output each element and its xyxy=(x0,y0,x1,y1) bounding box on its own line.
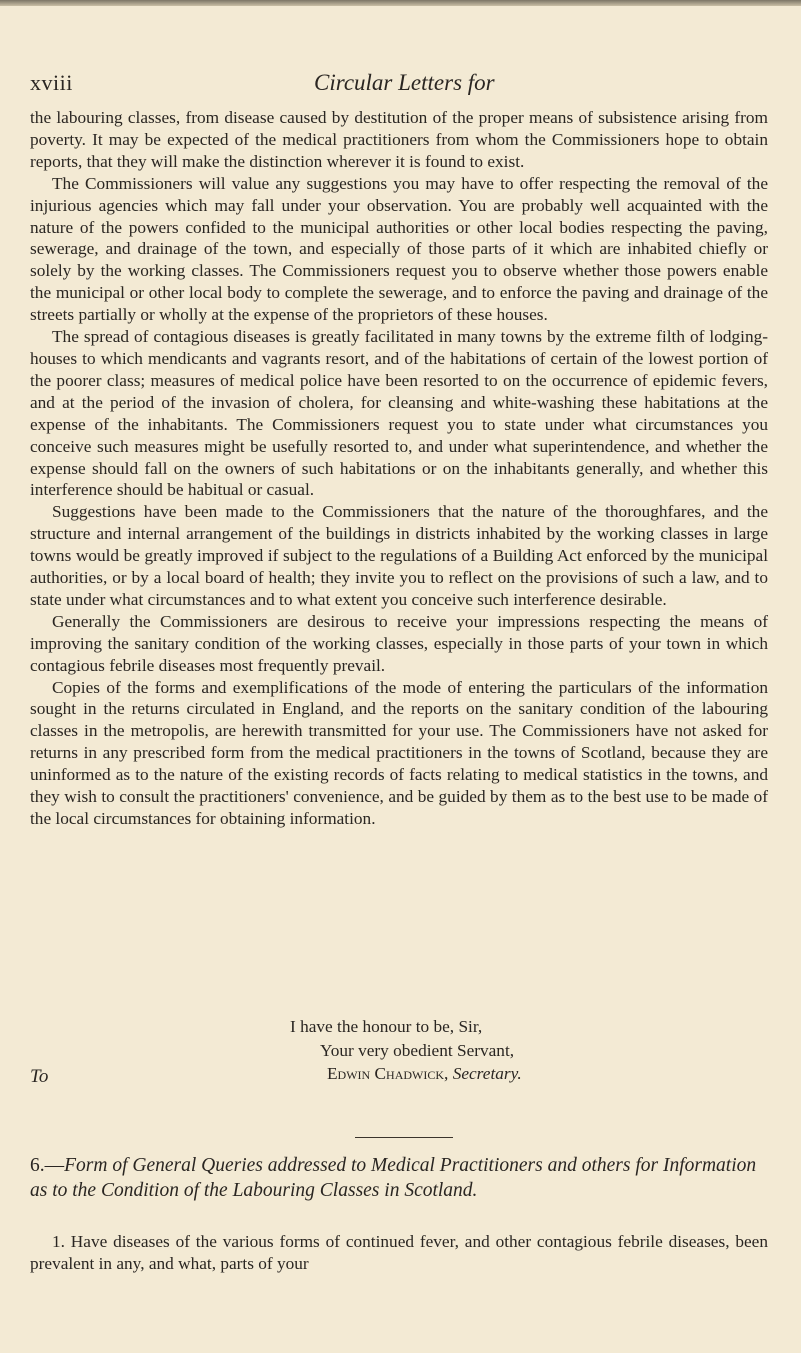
section-number: 6.— xyxy=(30,1155,65,1176)
page-header xyxy=(30,70,770,104)
paragraph-destitution: the labouring classes, from disease caused by destitution of the proper means of subsistence arising from poverty. It may be expected of the medical practitioners from whom the Commissioners hope to obtain reports, that they will make the distinction wherever it is found to exist. xyxy=(30,108,768,171)
section-title: Form of General Queries addressed to Medical Practitioners and others for Information as to the Condition of the Labouring Classes in Scotland. xyxy=(30,1155,757,1201)
paragraph-building-act: Suggestions have been made to the Commissioners that the nature of the thoroughfares, and the structure and internal arrangement of the buildings in districts inhabited by the working classes in large towns would be greatly improved if subject to the regulations of a Building Act enforced by the municipal authorities, or by a local board of health; they invite you to reflect on the provisions of such a law, and to state under what circumstances and to what extent you conceive such interference desirable. xyxy=(30,502,768,609)
question-1: 1. Have diseases of the various forms of continued fever, and other contagious febrile diseases, been prevalent in any, and what, parts of your xyxy=(30,1232,768,1273)
closing-servant-line: Your very obedient Servant, xyxy=(320,1041,515,1060)
page-number: xviii xyxy=(30,70,73,95)
section-heading xyxy=(30,1154,768,1203)
addressee-to: To xyxy=(30,1066,49,1087)
paragraph-contagious-diseases: The spread of contagious diseases is greatly facilitated in many towns by the extreme filth of lodging-houses to which mendicants and vagrants resort, and of the habitations of certain of the lowest portion of the poorer class; measures of medical police have been resorted to on the occurrence of epidemic fevers, and at the period of the invasion of cholera, for cleansing and white-washing these habitations at the expense of the inhabitants. The Commissioners request you to state under what circumstances you conceive such measures might be usefully resorted to, and under what superintendence, and whether the expense should fall on the owners of such habitations or on the inhabitants generally, and whether this interference should be habitual or casual. xyxy=(30,327,768,500)
paragraph-sanitary-condition: Generally the Commissioners are desirous to receive your impressions respecting the means of improving the sanitary condition of the working classes, especially in those parts of your town in which contagious febrile diseases most frequently prevail. xyxy=(30,611,768,675)
body-text xyxy=(30,107,768,830)
top-border-rule xyxy=(0,0,801,6)
running-title: Circular Letters for xyxy=(314,70,495,95)
signatory-name: Edwin Chadwick, xyxy=(327,1064,449,1083)
paragraph-copies-of-forms: Copies of the forms and exemplifications of the mode of entering the particulars of the information sought in the returns circulated in England, and the reports on the sanitary condition of the labouring classes in the metropolis, are herewith transmitted for your use. The Commissioners have not asked for returns in any prescribed form from the medical practitioners in the towns of Scotland, because they are uninformed as to the nature of the existing records of facts relating to medical statistics in the towns, and they wish to consult the practitioners' convenience, and be guided by them as to the best use to be made of the local circumstances for obtaining information. xyxy=(30,677,768,828)
closing-line: I have the honour to be, Sir, xyxy=(290,1017,483,1036)
section-divider xyxy=(355,1137,453,1138)
paragraph-suggestions: The Commissioners will value any suggestions you may have to offer respecting the removal of the injurious agencies which may fall under your observation. You are probably well acquainted with the nature of the powers confided to the municipal authorities or other local bodies respecting the paving, sewerage, and drainage of the town, and especially of those parts of it which are inhabited chiefly or solely by the working classes. The Commissioners request you to observe whether those powers enable the municipal or other local body to complete the sewerage, and to enforce the paving and drainage of the streets partially or wholly at the expense of the proprietors of these houses. xyxy=(30,173,768,325)
signatory-title: Secretary. xyxy=(452,1064,522,1083)
signature-line xyxy=(30,1063,768,1085)
